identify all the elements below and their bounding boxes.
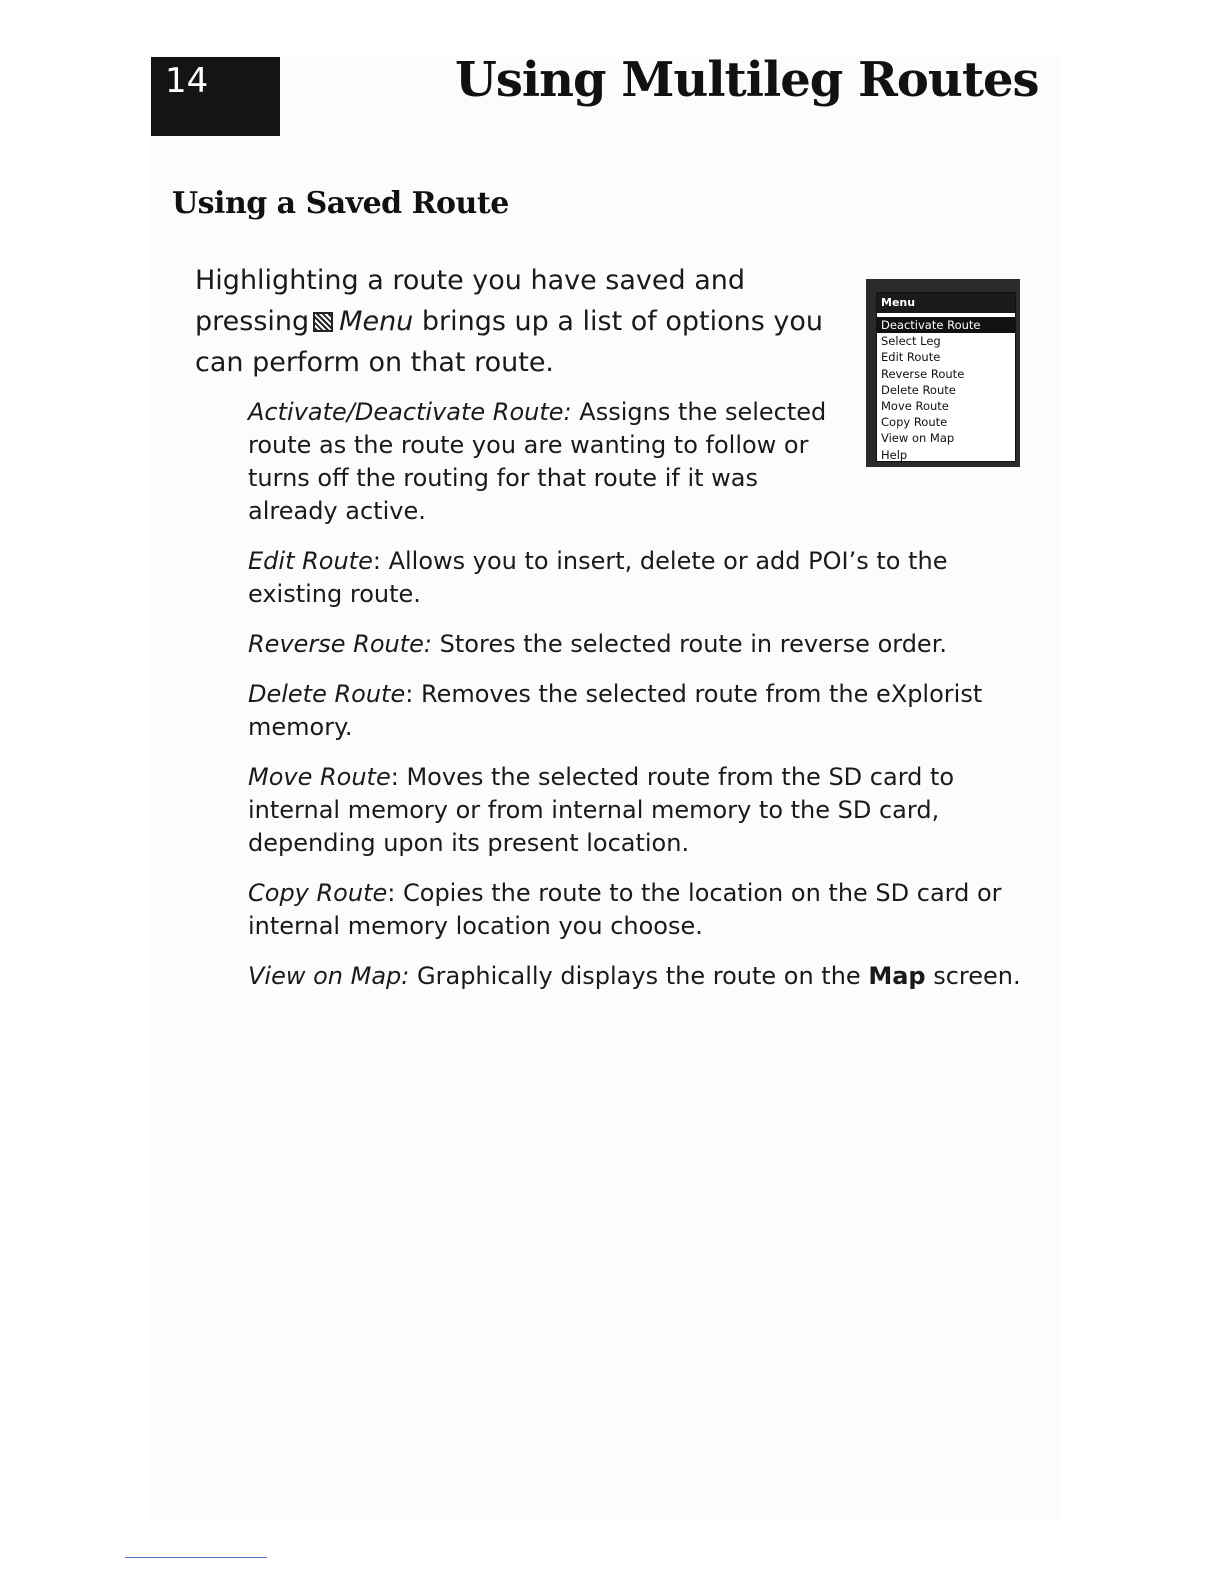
- option-reverse-route: [248, 628, 1008, 661]
- option-sep: :: [387, 879, 396, 907]
- option-term: Move Route: [248, 763, 391, 791]
- option-desc: Stores the selected route in reverse order.: [439, 630, 947, 658]
- option-desc-end: screen.: [933, 962, 1021, 990]
- option-delete-route: [248, 678, 1008, 744]
- device-menu-item: Move Route: [881, 398, 949, 413]
- option-sep: :: [405, 680, 414, 708]
- intro-menu-word: Menu: [339, 306, 414, 337]
- device-menu-item: Deactivate Route: [877, 317, 1015, 333]
- device-menu-item: Help: [881, 447, 908, 462]
- option-sep: :: [390, 763, 399, 791]
- option-edit-route: [248, 545, 988, 611]
- option-activate-route: [248, 396, 838, 528]
- option-term: View on Map:: [248, 962, 410, 990]
- option-term: Copy Route: [248, 879, 388, 907]
- option-desc: Graphically displays the route on the: [417, 962, 861, 990]
- option-term: Activate/Deactivate Route:: [248, 398, 572, 426]
- device-menu-title: Menu: [877, 293, 1015, 313]
- intro-text-1: Highlighting a route you have saved and pressing: [195, 265, 746, 337]
- option-term: Reverse Route:: [248, 630, 433, 658]
- page-number: 14: [165, 61, 209, 101]
- option-desc: Copies the route to the location on the SD card or internal memory location you choose.: [248, 879, 1002, 940]
- page-number-box: [151, 57, 280, 136]
- footer-divider: [125, 1557, 267, 1558]
- device-menu-item: Select Leg: [881, 334, 941, 349]
- option-desc-bold: Map: [868, 962, 926, 990]
- device-menu-item: View on Map: [881, 431, 955, 446]
- device-menu-list: [877, 317, 1015, 463]
- menu-key-icon: [313, 312, 333, 332]
- option-desc: Moves the selected route from the SD card to internal memory or from internal memory to the SD card, depending upon its present location.: [248, 763, 955, 857]
- option-desc: Allows you to insert, delete or add POI’s to the existing route.: [248, 547, 948, 608]
- option-term: Delete Route: [248, 680, 406, 708]
- section-title: Using a Saved Route: [172, 186, 509, 221]
- intro-text-2: brings up a list of options you can perform on that route.: [195, 306, 823, 378]
- option-term: Edit Route: [248, 547, 373, 575]
- option-move-route: [248, 761, 978, 860]
- device-screen: [876, 292, 1016, 462]
- option-desc: Assigns the selected route as the route you are wanting to follow or turns off the routing for that route if it was already active.: [248, 398, 827, 525]
- device-menu-item: Reverse Route: [881, 366, 965, 381]
- device-menu-item: Edit Route: [881, 350, 941, 365]
- option-view-on-map: [248, 960, 1038, 993]
- device-menu-item: Delete Route: [881, 382, 956, 397]
- option-copy-route: [248, 877, 1028, 943]
- chapter-title: Using Multileg Routes: [455, 52, 1039, 108]
- device-menu-item: Copy Route: [881, 415, 948, 430]
- option-sep: :: [372, 547, 381, 575]
- device-menu-screenshot: [866, 279, 1020, 467]
- intro-paragraph: [195, 260, 855, 383]
- option-desc: Removes the selected route from the eXplorist memory.: [248, 680, 983, 741]
